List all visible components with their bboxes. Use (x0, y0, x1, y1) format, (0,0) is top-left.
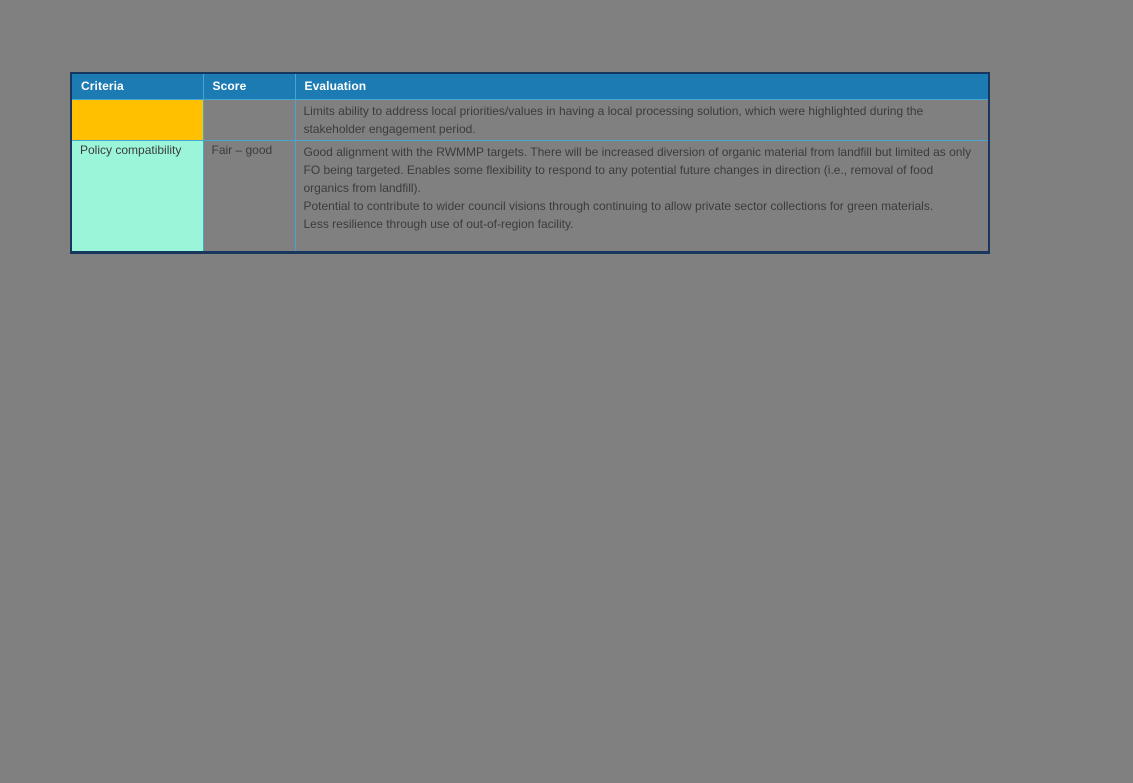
criteria-cell-policy-compatibility: Policy compatibility (71, 141, 203, 253)
evaluation-cell (295, 141, 989, 253)
table-row (71, 100, 989, 141)
evaluation-paragraph: Limits ability to address local priorities/values in having a local processing solution, which were highlighted during the stakeholder engagement period. (303, 104, 924, 136)
evaluation-cell (295, 100, 989, 141)
evaluation-paragraph: Potential to contribute to wider council visions through continuing to allow private sector collections for green materials. (303, 199, 934, 213)
header-cell-score: Score (203, 73, 295, 100)
score-cell-empty (203, 100, 295, 141)
header-cell-criteria: Criteria (71, 73, 203, 100)
criteria-evaluation-table (70, 72, 990, 254)
header-cell-evaluation: Evaluation (295, 73, 989, 100)
table-row (71, 141, 989, 253)
evaluation-paragraph: Less resilience through use of out-of-region facility. (303, 217, 574, 231)
table-header-row (71, 73, 989, 100)
score-cell: Fair – good (203, 141, 295, 253)
criteria-cell-highlight-orange (71, 100, 203, 141)
evaluation-paragraph: Good alignment with the RWMMP targets. There will be increased diversion of organic material from landfill but limited as only FO being targeted. Enables some flexibility to respond to any potential future changes in direction (i.e., removal of food organics from landfill). (303, 145, 972, 195)
